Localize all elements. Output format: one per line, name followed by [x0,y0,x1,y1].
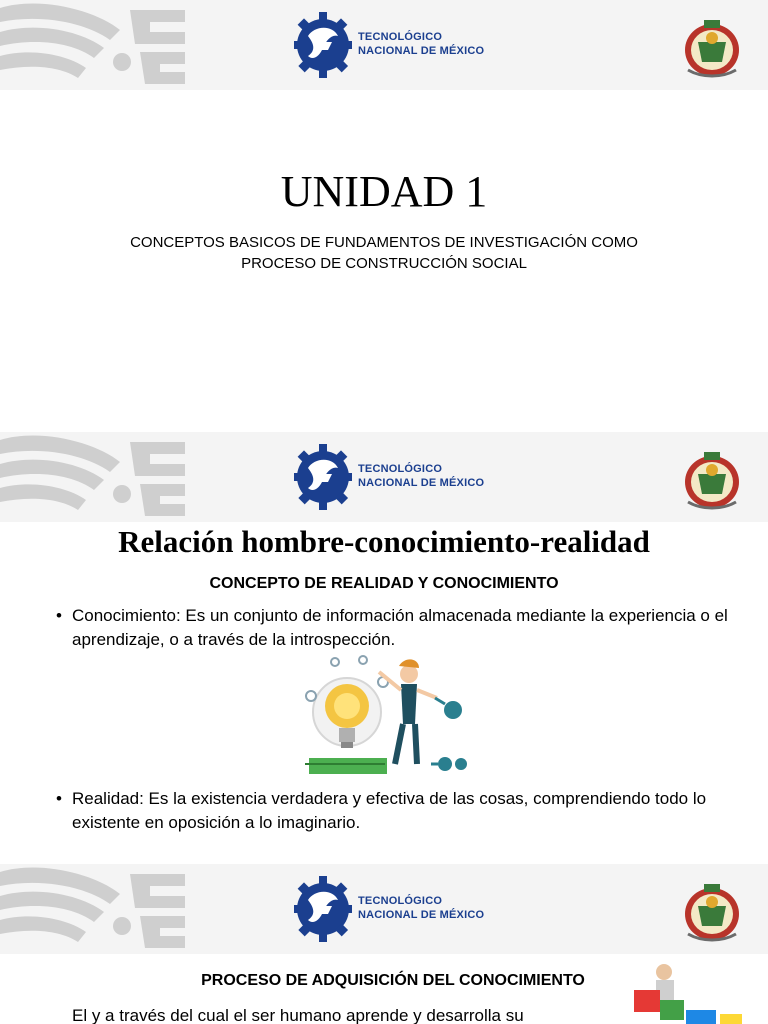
slide-3 [0,864,768,1024]
subtitle-line-2: PROCESO DE CONSTRUCCIÓN SOCIAL [241,255,527,272]
tecnm-gear-logo-icon [292,870,354,948]
aztec-pattern-icon [0,432,190,522]
aztec-pattern-icon [0,864,190,954]
logo-line-2: NACIONAL DE MÉXICO [358,909,485,921]
bullet-text: Realidad: Es la existencia verdadera y efectiva de las cosas, comprendiendo todo lo existente en oposición a lo imaginario. [72,789,707,832]
tecnm-logo-text [358,462,484,490]
institution-crest-icon [682,12,742,82]
bullet-realidad [56,787,746,835]
puzzle-blocks-person-icon [630,960,750,1024]
logo-line-2: NACIONAL DE MÉXICO [358,45,485,57]
logo-line-2: NACIONAL DE MÉXICO [358,477,485,489]
logo-line-1: TECNOLÓGICO [358,463,443,475]
tecnm-gear-logo-icon [292,6,354,84]
logo-line-1: TECNOLÓGICO [358,895,443,907]
body-text: El y a través del cual el ser humano aprende y desarrolla su [72,1006,524,1024]
aztec-pattern-icon [0,0,190,90]
bullet-text: Conocimiento: Es un conjunto de información almacenada mediante la experiencia o el aprendizaje, o a través de la introspección. [72,606,728,649]
institution-crest-icon [682,444,742,514]
bullet-dot: • [56,606,62,625]
subtitle-line-1: CONCEPTOS BASICOS DE FUNDAMENTOS DE INVESTIGACIÓN COMO [130,234,638,251]
tecnm-logo-text [358,30,484,58]
slide-2 [0,432,768,864]
bullet-conocimiento [56,604,746,652]
slide-header-banner [0,864,768,954]
slide-1 [0,0,768,432]
slide-title: UNIDAD 1 [280,167,488,216]
section-subheading: CONCEPTO DE REALIDAD Y CONOCIMIENTO [209,575,559,592]
bullet-dot: • [56,789,62,808]
slide-header-banner [0,0,768,90]
logo-line-1: TECNOLÓGICO [358,31,443,43]
institution-crest-icon [682,876,742,946]
section-subheading: PROCESO DE ADQUISICIÓN DEL CONOCIMIENTO [201,972,585,989]
slide-title: Relación hombre-conocimiento-realidad [118,524,650,559]
tecnm-logo-text [358,894,484,922]
tecnm-gear-logo-icon [292,438,354,516]
slide-header-banner [0,432,768,522]
slide-subtitle [84,232,684,274]
lightbulb-idea-person-icon [295,654,475,782]
